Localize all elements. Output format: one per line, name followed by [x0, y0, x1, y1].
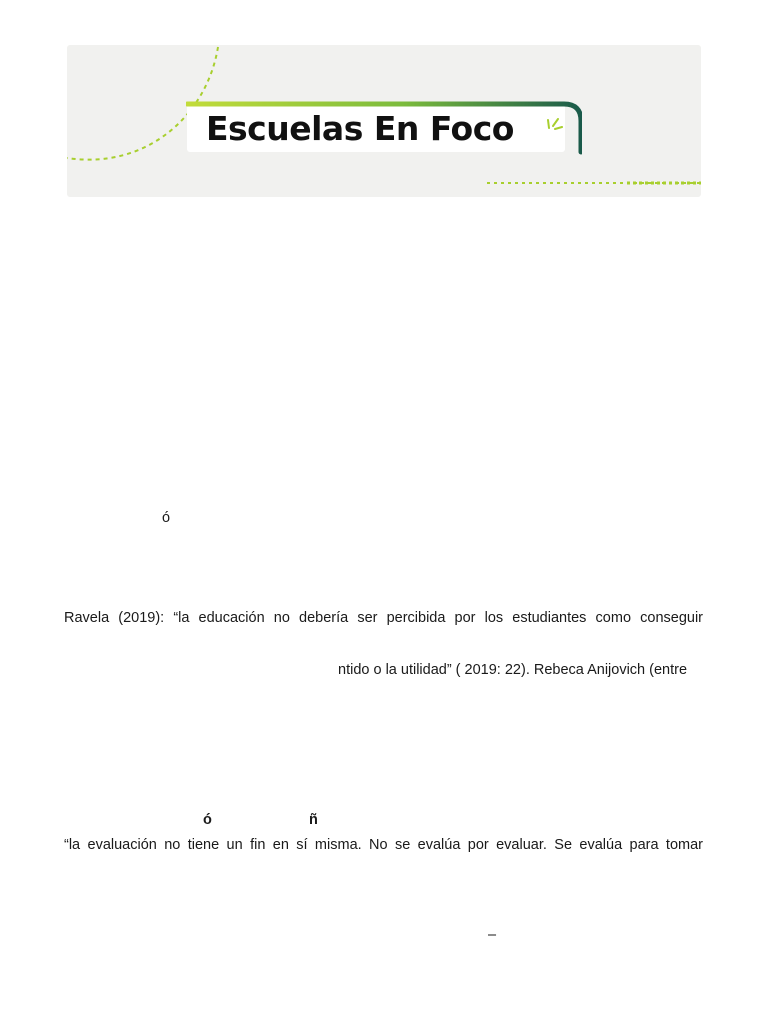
stray-dash: –	[488, 927, 497, 943]
paragraph-line-citation: ntido o la utilidad” ( 2019: 22). Rebeca Anijovich (entre	[338, 662, 688, 678]
paragraph-line-ravela: Ravela (2019): “la educación no debería ser percibida por los estudiantes como conseguir	[64, 610, 703, 626]
paragraph-line-evaluacion: “la evaluación no tiene un fin en sí misma. No se evalúa por evaluar. Se evalúa para tomar	[64, 837, 703, 853]
header-banner	[67, 45, 701, 197]
spark-icon	[547, 114, 563, 130]
logo-title: Escuelas En Foco	[206, 109, 514, 148]
stray-character: ó	[162, 510, 171, 526]
stray-character-bold: ñ	[309, 812, 318, 828]
logo	[186, 101, 582, 155]
stray-character-bold: ó	[203, 812, 212, 828]
